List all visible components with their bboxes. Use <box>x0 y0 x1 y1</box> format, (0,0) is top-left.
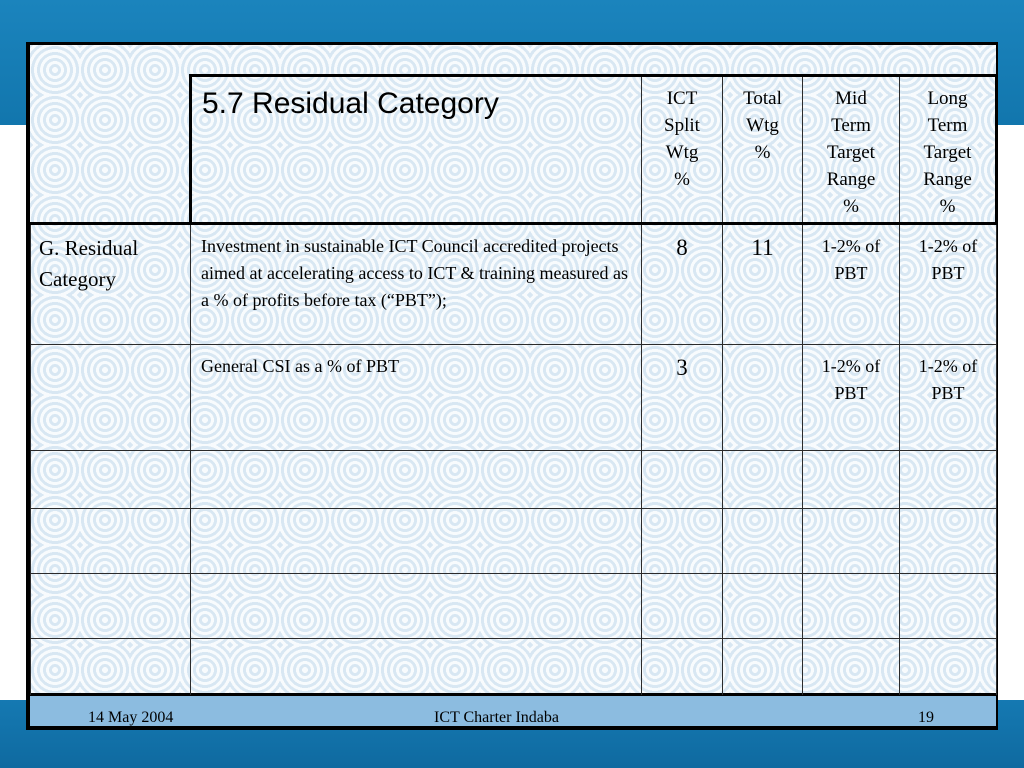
row-mid-term-range: 1-2% of PBT <box>821 356 881 403</box>
header-title-cell <box>191 76 642 224</box>
row-long-term-range: 1-2% of PBT <box>918 356 978 403</box>
empty-table-row <box>31 509 997 574</box>
header-mid-term-cell <box>803 76 900 224</box>
description-cell <box>191 345 642 451</box>
row-description: Investment in sustainable ICT Council accredited projects aimed at accelerating access to ICT & training measured as a % of profits before tax (“PBT”); <box>201 236 628 310</box>
row-description: General CSI as a % of PBT <box>201 356 399 376</box>
empty-table-row <box>31 574 997 639</box>
footer-page-number: 19 <box>918 709 934 726</box>
row-ict-split-wtg: 8 <box>676 235 688 260</box>
row-mid-term-range: 1-2% of PBT <box>821 236 881 283</box>
long-term-cell <box>900 345 997 451</box>
category-cell <box>31 345 191 451</box>
ict-split-cell <box>642 224 723 345</box>
footer-event-name: ICT Charter Indaba <box>434 709 559 726</box>
long-term-cell <box>900 224 997 345</box>
header-row <box>31 76 997 224</box>
total-wtg-cell <box>723 224 803 345</box>
ict-split-cell <box>642 345 723 451</box>
header-long-term-cell <box>900 76 997 224</box>
row-long-term-range: 1-2% of PBT <box>918 236 978 283</box>
section-title: 5.7 Residual Category <box>202 87 499 120</box>
row-ict-split-wtg: 3 <box>676 355 688 380</box>
mid-term-cell <box>803 224 900 345</box>
total-wtg-cell <box>723 345 803 451</box>
empty-table-row <box>31 451 997 509</box>
empty-table-row <box>31 639 997 697</box>
row-total-wtg <box>723 345 802 355</box>
residual-category-table <box>30 74 998 698</box>
header-empty-cell <box>31 76 191 224</box>
footer-date: 14 May 2004 <box>88 709 174 726</box>
mid-term-cell <box>803 345 900 451</box>
table-row <box>31 345 997 451</box>
header-mid-term-target-range: Mid Term Target Range % <box>826 88 876 217</box>
header-ict-split-wtg: ICT Split Wtg % <box>664 88 700 190</box>
header-total-wtg: Total Wtg % <box>743 88 782 163</box>
row-total-wtg: 11 <box>751 235 774 260</box>
category-cell <box>31 224 191 345</box>
header-long-term-target-range: Long Term Target Range % <box>923 88 972 217</box>
row-category <box>31 345 190 353</box>
table-row <box>31 224 997 345</box>
header-total-wtg-cell <box>723 76 803 224</box>
description-cell <box>191 224 642 345</box>
header-ict-split-cell <box>642 76 723 224</box>
row-category: G. Residual Category <box>39 236 139 291</box>
